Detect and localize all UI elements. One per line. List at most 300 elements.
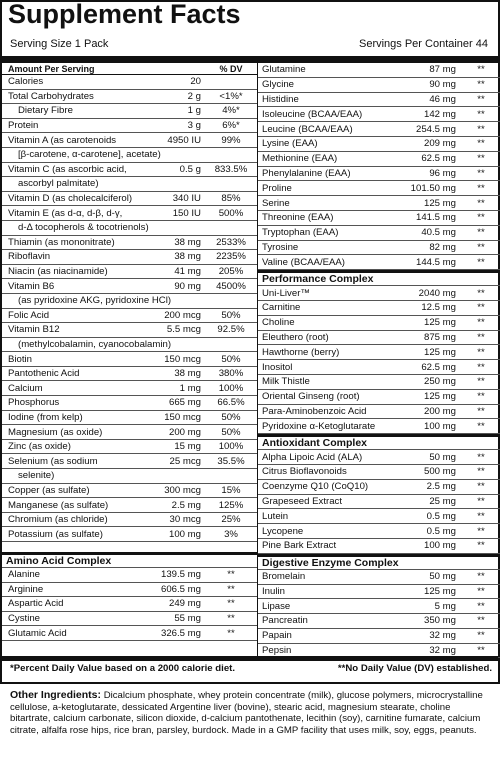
ingredient-amount: 15 mg <box>174 441 201 453</box>
ingredient-dv: ** <box>477 630 485 642</box>
ingredient-dv: ** <box>477 182 485 194</box>
ingredient-dv: 4500% <box>216 280 246 292</box>
table-row <box>2 367 257 382</box>
table-row <box>258 390 500 405</box>
table-row <box>2 381 257 396</box>
amount-header: Amount Per Serving <box>8 63 95 74</box>
ingredient-amount: 5.5 mcg <box>166 324 201 336</box>
ingredient-dv: ** <box>477 510 485 522</box>
table-row <box>2 352 257 367</box>
ingredient-name: Aspartic Acid <box>8 598 64 610</box>
ingredient-name: selenite) <box>18 470 55 482</box>
ingredient-dv: ** <box>477 405 485 417</box>
ingredient-dv: 85% <box>221 193 241 205</box>
table-row <box>2 440 257 455</box>
other-ingredients-label: Other Ingredients: <box>10 689 102 701</box>
ingredient-dv: 2533% <box>216 236 246 248</box>
table-row <box>2 597 257 612</box>
table-row <box>2 425 257 440</box>
table-row <box>258 614 500 629</box>
table-row <box>2 104 257 119</box>
footer-divider <box>2 656 498 661</box>
ingredient-name: Pyridoxine α-Ketoglutarate <box>262 420 376 432</box>
table-row <box>258 122 500 137</box>
ingredient-dv: ** <box>477 153 485 165</box>
ingredient-amount: 125 mg <box>424 317 456 329</box>
ingredient-amount: 150 IU <box>172 207 201 219</box>
ingredient-name: Papain <box>262 630 292 642</box>
ingredient-dv: ** <box>477 645 485 657</box>
ingredient-amount: 125 mg <box>424 585 456 597</box>
table-row <box>258 316 500 331</box>
footnote-no-dv: **No Daily Value (DV) established. <box>337 663 492 674</box>
ingredient-name: (methylcobalamin, cyanocobalamin) <box>18 338 172 350</box>
ingredient-name: Lycopene <box>262 525 304 537</box>
ingredient-dv: ** <box>477 495 485 507</box>
ingredient-dv: ** <box>477 615 485 627</box>
ingredient-dv: ** <box>227 583 235 595</box>
ingredient-amount: 0.5 g <box>179 163 201 175</box>
ingredient-amount: 20 <box>190 76 201 88</box>
ingredient-dv: ** <box>227 598 235 610</box>
ingredient-dv: 50% <box>221 426 241 438</box>
ingredient-dv: 15% <box>221 484 241 496</box>
table-row <box>258 345 500 360</box>
ingredient-name: Methionine (EAA) <box>262 153 338 165</box>
ingredient-amount: 3 g <box>187 120 201 132</box>
table-row <box>2 612 257 627</box>
ingredient-amount: 38 mg <box>174 368 201 380</box>
table-row <box>2 583 257 598</box>
table-row <box>258 419 500 434</box>
ingredient-dv: 92.5% <box>217 324 245 336</box>
ingredient-name: Zinc (as oxide) <box>8 441 71 453</box>
ingredient-amount: 139.5 mg <box>160 569 201 581</box>
amino-list <box>2 568 257 641</box>
right-column <box>258 63 500 656</box>
ingredient-name: Vitamin D (as cholecalciferol) <box>8 193 133 205</box>
ingredient-dv: ** <box>477 123 485 135</box>
ingredient-name: Tyrosine <box>262 241 299 253</box>
table-row <box>258 78 500 93</box>
ingredient-dv: ** <box>477 64 485 76</box>
table-row <box>258 629 500 644</box>
ingredient-amount: 5 mg <box>434 600 456 612</box>
ingredient-amount: 87 mg <box>429 64 456 76</box>
table-row <box>2 250 257 265</box>
ingredient-dv: ** <box>227 569 235 581</box>
ingredient-amount: 144.5 mg <box>415 256 456 268</box>
ingredient-dv: 100% <box>218 382 244 394</box>
table-row <box>258 226 500 241</box>
table-row <box>258 599 500 614</box>
table-row <box>258 181 500 196</box>
ingredient-name: Proline <box>262 182 292 194</box>
ingredient-dv: ** <box>477 466 485 478</box>
panel-title: Supplement Facts <box>8 0 241 29</box>
ingredient-dv: ** <box>477 241 485 253</box>
table-row <box>258 211 500 226</box>
ingredient-name: Milk Thistle <box>262 376 310 388</box>
ingredient-dv: ** <box>477 108 485 120</box>
ingredient-amount: 30 mcg <box>169 514 201 526</box>
ingredient-dv: ** <box>477 197 485 209</box>
ingredient-name: Pine Bark Extract <box>262 540 337 552</box>
ingredient-amount: 340 IU <box>172 193 201 205</box>
ingredient-amount: 150 mcg <box>164 411 201 423</box>
ingredient-dv: ** <box>477 167 485 179</box>
ingredient-amount: 1 g <box>187 105 201 117</box>
ingredient-amount: 12.5 mg <box>421 302 456 314</box>
ingredient-name: Vitamin B6 <box>8 280 55 292</box>
ingredient-amount: 100 mg <box>424 540 456 552</box>
ingredient-dv: 833.5% <box>214 163 248 175</box>
ingredient-name: Niacin (as niacinamide) <box>8 266 108 278</box>
ingredient-name: Thiamin (as mononitrate) <box>8 236 115 248</box>
ingredient-amount: 32 mg <box>429 645 456 657</box>
servings-per-container: Servings Per Container 44 <box>358 38 488 50</box>
digestive-section-title: Digestive Enzyme Complex <box>258 554 500 570</box>
ingredient-name: Iodine (from kelp) <box>8 411 83 423</box>
ingredient-name: d-Δ tocopherols & tocotrienols) <box>18 222 149 234</box>
ingredient-dv: 500% <box>218 207 244 219</box>
ingredient-dv: ** <box>477 256 485 268</box>
ingredient-name: Histidine <box>262 93 299 105</box>
ingredient-dv: ** <box>477 79 485 91</box>
table-row <box>2 323 257 338</box>
ingredient-amount: 875 mg <box>424 331 456 343</box>
ingredient-dv: 25% <box>221 514 241 526</box>
table-row <box>2 484 257 499</box>
ingredient-amount: 82 mg <box>429 241 456 253</box>
table-row <box>2 133 257 148</box>
table-row <box>258 63 500 78</box>
ingredient-name: Vitamin A (as carotenoids <box>8 134 117 146</box>
ingredient-name: Para-Aminobenzoic Acid <box>262 405 367 417</box>
table-row <box>258 450 500 465</box>
ingredient-dv: 125% <box>218 499 244 511</box>
ingredient-amount: 50 mg <box>429 451 456 463</box>
ingredient-name: Valine (BCAA/EAA) <box>262 256 345 268</box>
ingredient-amount: 0.5 mg <box>426 525 456 537</box>
left-column <box>2 63 258 656</box>
ingredient-dv: ** <box>477 420 485 432</box>
ingredient-amount: 125 mg <box>424 346 456 358</box>
ingredient-amount: 38 mg <box>174 251 201 263</box>
table-row <box>258 524 500 539</box>
table-row <box>2 454 257 469</box>
ingredient-amount: 41 mg <box>174 266 201 278</box>
ingredient-dv: ** <box>477 481 485 493</box>
ingredient-dv: ** <box>227 613 235 625</box>
ingredient-dv: ** <box>477 138 485 150</box>
ingredient-amount: 150 mcg <box>164 353 201 365</box>
ingredient-dv: 99% <box>221 134 241 146</box>
table-row <box>2 192 257 207</box>
ingredient-amount: 254.5 mg <box>415 123 456 135</box>
ingredient-amount: 25 mg <box>429 495 456 507</box>
ingredient-amount: 32 mg <box>429 630 456 642</box>
ingredient-dv: ** <box>477 287 485 299</box>
ingredient-dv: 50% <box>221 309 241 321</box>
ingredient-name: Alanine <box>8 569 41 581</box>
table-row <box>258 301 500 316</box>
amino-section-title: Amino Acid Complex <box>2 552 257 568</box>
ingredient-dv: 35.5% <box>217 455 245 467</box>
ingredient-dv: ** <box>477 331 485 343</box>
table-row <box>258 495 500 510</box>
ingredient-name: Calcium <box>8 382 43 394</box>
ingredient-dv: 50% <box>221 411 241 423</box>
ingredient-name: ascorbyl palmitate) <box>18 178 99 190</box>
ingredient-dv: ** <box>477 93 485 105</box>
ingredient-name: Serine <box>262 197 290 209</box>
table-row <box>258 167 500 182</box>
ingredient-name: Leucine (BCAA/EAA) <box>262 123 353 135</box>
ingredient-dv: ** <box>477 540 485 552</box>
ingredient-amount: 300 mcg <box>164 484 201 496</box>
table-row <box>2 221 257 236</box>
ingredient-amount: 90 mg <box>174 280 201 292</box>
ingredient-amount: 2.5 mg <box>426 481 456 493</box>
ingredient-name: Glycine <box>262 79 294 91</box>
table-row <box>2 338 257 353</box>
ingredient-name: Isoleucine (BCAA/EAA) <box>262 108 363 120</box>
ingredient-name: (as pyridoxine AKG, pyridoxine HCl) <box>18 295 172 307</box>
ingredient-amount: 200 mcg <box>164 309 201 321</box>
table-row <box>2 119 257 134</box>
ingredient-name: Pancreatin <box>262 615 308 627</box>
ingredient-amount: 249 mg <box>169 598 201 610</box>
ingredient-name: Threonine (EAA) <box>262 212 334 224</box>
table-row <box>258 286 500 301</box>
ingredient-amount: 62.5 mg <box>421 153 456 165</box>
table-row <box>2 279 257 294</box>
ingredient-dv: ** <box>477 227 485 239</box>
ingredient-amount: 55 mg <box>174 613 201 625</box>
other-ingredients <box>10 690 490 736</box>
ingredient-dv: 6%* <box>222 120 240 132</box>
ingredient-dv: ** <box>477 571 485 583</box>
ingredient-amount: 62.5 mg <box>421 361 456 373</box>
ingredient-name: Pantothenic Acid <box>8 368 80 380</box>
table-row <box>258 405 500 420</box>
table-row <box>258 360 500 375</box>
table-row <box>2 294 257 309</box>
table-row <box>258 137 500 152</box>
table-row <box>2 469 257 484</box>
ingredient-amount: 38 mg <box>174 236 201 248</box>
table-row <box>2 236 257 251</box>
table-row <box>2 75 257 90</box>
ingredient-name: Citrus Bioflavonoids <box>262 466 347 478</box>
antioxidant-list <box>258 450 500 554</box>
ingredient-amount: 0.5 mg <box>426 510 456 522</box>
table-row <box>2 513 257 528</box>
ingredient-amount: 142 mg <box>424 108 456 120</box>
ingredient-amount: 100 mg <box>424 420 456 432</box>
table-row <box>258 570 500 585</box>
ingredient-amount: 50 mg <box>429 571 456 583</box>
ingredient-name: Inulin <box>262 585 285 597</box>
footnote <box>10 663 492 674</box>
ingredient-dv: ** <box>477 585 485 597</box>
table-row <box>2 411 257 426</box>
digestive-list <box>258 570 500 659</box>
ingredient-amount: 4950 IU <box>167 134 201 146</box>
ingredient-name: Protein <box>8 120 39 132</box>
dv-header: % DV <box>219 63 243 74</box>
ingredient-dv: 100% <box>218 441 244 453</box>
ingredient-amount: 25 mcg <box>169 455 201 467</box>
ingredient-name: Potassium (as sulfate) <box>8 528 103 540</box>
ingredient-name: Selenium (as sodium <box>8 455 98 467</box>
ingredient-name: Manganese (as sulfate) <box>8 499 109 511</box>
ingredient-dv: 4%* <box>222 105 240 117</box>
ingredient-dv: 380% <box>218 368 244 380</box>
ingredient-name: Glutamine <box>262 64 306 76</box>
ingredient-name: Folic Acid <box>8 309 50 321</box>
ingredient-amount: 100 mg <box>169 528 201 540</box>
ingredient-dv: ** <box>477 212 485 224</box>
ingredient-amount: 1 mg <box>179 382 201 394</box>
ingredient-name: Lipase <box>262 600 291 612</box>
ingredient-name: Grapeseed Extract <box>262 495 342 507</box>
ingredient-dv: ** <box>477 600 485 612</box>
ingredient-amount: 101.50 mg <box>410 182 456 194</box>
table-row <box>258 93 500 108</box>
ingredient-amount: 209 mg <box>424 138 456 150</box>
ingredient-amount: 90 mg <box>429 79 456 91</box>
table-row <box>258 107 500 122</box>
table-row <box>2 206 257 221</box>
ingredient-amount: 350 mg <box>424 615 456 627</box>
ingredient-amount: 2.5 mg <box>171 499 201 511</box>
ingredient-name: Lysine (EAA) <box>262 138 318 150</box>
ingredient-name: Tryptophan (EAA) <box>262 227 339 239</box>
ingredient-name: Alpha Lipoic Acid (ALA) <box>262 451 363 463</box>
table-row <box>2 498 257 513</box>
performance-section-title: Performance Complex <box>258 270 500 286</box>
ingredient-amount: 2040 mg <box>418 287 456 299</box>
table-row <box>2 177 257 192</box>
ingredient-name: Phenylalanine (EAA) <box>262 167 351 179</box>
amino-list-continued <box>258 63 500 270</box>
ingredient-name: Dietary Fibre <box>18 105 73 117</box>
thick-divider <box>2 56 498 63</box>
table-row <box>2 309 257 324</box>
ingredient-name: Carnitine <box>262 302 301 314</box>
ingredient-dv: ** <box>227 627 235 639</box>
ingredient-dv: ** <box>477 302 485 314</box>
ingredient-dv: <1%* <box>219 90 243 102</box>
ingredient-name: Chromium (as chloride) <box>8 514 108 526</box>
ingredient-amount: 125 mg <box>424 391 456 403</box>
ingredient-amount: 606.5 mg <box>160 583 201 595</box>
table-row <box>258 539 500 554</box>
ingredient-amount: 250 mg <box>424 376 456 388</box>
ingredient-name: Inositol <box>262 361 293 373</box>
ingredient-name: Glutamic Acid <box>8 627 67 639</box>
footnote-dv: *Percent Daily Value based on a 2000 calorie diet. <box>10 663 236 674</box>
ingredient-name: Lutein <box>262 510 289 522</box>
table-row <box>258 375 500 390</box>
table-row <box>2 265 257 280</box>
ingredient-name: Coenzyme Q10 (CoQ10) <box>262 481 369 493</box>
ingredient-name: Vitamin B12 <box>8 324 60 336</box>
ingredient-dv: ** <box>477 317 485 329</box>
ingredient-amount: 326.5 mg <box>160 627 201 639</box>
table-row <box>2 527 257 542</box>
ingredient-amount: 2 g <box>187 90 201 102</box>
ingredient-name: Oriental Ginseng (root) <box>262 391 360 403</box>
ingredient-name: Eleuthero (root) <box>262 331 329 343</box>
ingredient-name: Copper (as sulfate) <box>8 484 90 496</box>
performance-list <box>258 286 500 434</box>
table-row <box>258 465 500 480</box>
column-header <box>2 63 257 75</box>
ingredient-amount: 141.5 mg <box>415 212 456 224</box>
ingredient-name: Choline <box>262 317 295 329</box>
other-ingredients-text: Dicalcium phosphate, whey protein concentrate (milk), glucose polymers, microcrystalline cellulose, a-ketoglutarate, dessicated Argentine liver (bovine), stearic acid, magnesium stearate, choline bitartrate, calcium carbonate, silicon dioxide, d-calcium pantothenate, lecithin (soy), carnitine fumarate, calcium citrate, alfalfa rose hips, rice bran, parsley, burdock. Made in a GMP facility that uses milk, soy, eggs, peanuts. <box>10 690 483 736</box>
ingredient-name: Calories <box>8 76 44 88</box>
ingredient-name: Bromelain <box>262 571 306 583</box>
ingredient-amount: 500 mg <box>424 466 456 478</box>
table-row <box>2 90 257 105</box>
table-row <box>258 585 500 600</box>
ingredient-name: Uni-Liver™ <box>262 287 310 299</box>
ingredient-dv: ** <box>477 391 485 403</box>
ingredient-name: Cystine <box>8 613 40 625</box>
ingredient-dv: 3% <box>224 528 238 540</box>
table-row <box>258 331 500 346</box>
table-row <box>258 480 500 495</box>
ingredient-dv: 50% <box>221 353 241 365</box>
ingredient-amount: 200 mg <box>169 426 201 438</box>
ingredient-name: Total Carbohydrates <box>8 90 94 102</box>
ingredient-name: Pepsin <box>262 645 292 657</box>
ingredient-name: Arginine <box>8 583 44 595</box>
table-row <box>258 509 500 524</box>
ingredient-name: Vitamin E (as d-α, d-β, d-γ, <box>8 207 123 219</box>
ingredient-dv: 66.5% <box>217 397 245 409</box>
table-row <box>258 255 500 270</box>
ingredient-name: Hawthorne (berry) <box>262 346 340 358</box>
table-row <box>2 163 257 178</box>
ingredient-name: Biotin <box>8 353 32 365</box>
ingredient-dv: 205% <box>218 266 244 278</box>
nutrient-list <box>2 75 257 542</box>
table-row <box>2 396 257 411</box>
table-row <box>2 626 257 641</box>
ingredient-amount: 96 mg <box>429 167 456 179</box>
ingredient-dv: 2235% <box>216 251 246 263</box>
ingredient-amount: 40.5 mg <box>421 227 456 239</box>
ingredient-dv: ** <box>477 525 485 537</box>
ingredient-dv: ** <box>477 376 485 388</box>
ingredient-dv: ** <box>477 451 485 463</box>
ingredient-name: Vitamin C (as ascorbic acid, <box>8 163 127 175</box>
serving-size: Serving Size 1 Pack <box>10 38 109 50</box>
ingredient-amount: 46 mg <box>429 93 456 105</box>
ingredient-name: Phosphorus <box>8 397 60 409</box>
ingredient-amount: 200 mg <box>424 405 456 417</box>
table-row <box>2 568 257 583</box>
table-row <box>2 148 257 163</box>
ingredient-amount: 125 mg <box>424 197 456 209</box>
table-row <box>258 196 500 211</box>
antioxidant-section-title: Antioxidant Complex <box>258 434 500 450</box>
